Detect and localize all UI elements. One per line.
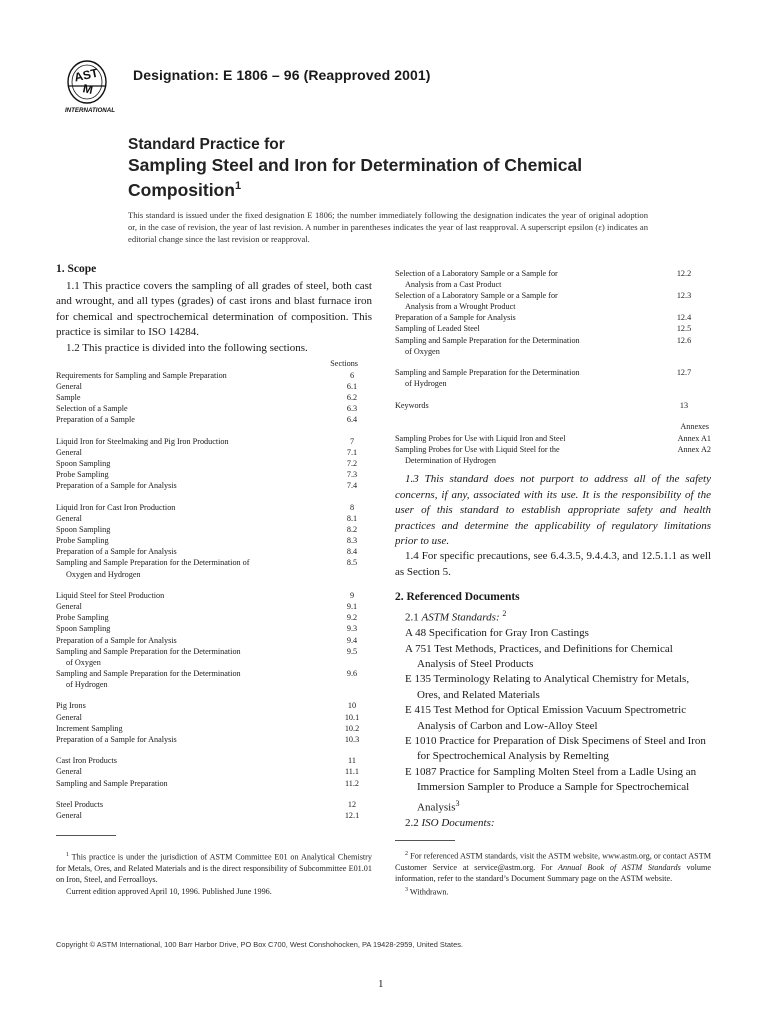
section-number: 8.3 [346,536,358,546]
sections-row [56,810,372,821]
annex-number: Annex A2 [677,444,711,454]
section-number [657,346,711,357]
iso-documents-heading [395,816,711,831]
document-title [128,135,628,201]
section-number: 7 [349,437,355,446]
issuance-note: This standard is issued under the fixed designation E 1806; the number immediately following the designation indicates the year of original adoption or, in the case of revision, the year of last revision. A number in parentheses indicates the year of last reapproval. A superscript epsilon (ε) indicates an editorial change since the last revision or reapproval. [128,210,648,244]
section-title: Analysis from a Wrought Product [405,302,516,312]
section-number: 9.3 [346,624,358,634]
annex-row [395,455,711,466]
title-footnote-mark: 1 [234,180,242,192]
annex-number [657,455,711,466]
svg-text:INTERNATIONAL: INTERNATIONAL [64,107,116,114]
section-title: Oxygen and Hydrogen [66,569,141,579]
sections-row [56,436,372,447]
footnote-2-text-c: volume information, refer to the standard’s Document Summary page on the ASTM website. [395,863,712,884]
title-line-2: Sampling Steel and Iron for Determination of Chemical [128,155,583,175]
section-number: 6.3 [346,404,358,414]
section-number: 9.2 [346,613,358,623]
footnotes-right [395,840,711,898]
section-title: Liquid Steel for Steel Production [56,591,165,601]
section-title: of Oxygen [66,657,101,667]
section-number: 11.1 [344,767,360,777]
footnote-3 [395,885,711,898]
sections-row [56,668,372,679]
reference-text: E 135 Terminology Relating to Analytical Chemistry for Metals, Ores, and Related Materials [405,673,690,701]
section-title: Sampling and Sample Preparation for the Determination of [56,558,250,568]
footnote-1-edition: Current edition approved April 10, 1996. Published June 1996. [66,886,272,896]
section-title: Preparation of a Sample for Analysis [56,635,177,645]
section-number: 12.6 [676,335,692,345]
sections-row [56,646,372,657]
section-title: Spoon Sampling [56,525,111,535]
section-number: 9.1 [346,602,358,612]
sections-row [56,403,372,414]
section-title: Pig Irons [56,701,86,711]
section-title: General [56,382,82,392]
sections-row [56,612,372,623]
reference-footnote-mark: 3 [455,798,460,808]
reference-text: A 751 Test Methods, Practices, and Definitions for Chemical Analysis of Steel Products [405,642,673,671]
reference-item [395,642,711,673]
section-number [657,301,711,312]
section-number: 10 [347,701,357,711]
section-title: Sampling and Sample Preparation for the Determination [56,646,241,656]
footnote-rule [395,840,455,841]
section-title: Sampling and Sample Preparation for the Determination [56,668,241,678]
section-number: 6.1 [346,382,358,392]
sections-group [56,502,372,580]
sections-group [56,370,372,425]
section-title: Liquid Iron for Steelmaking and Pig Iron Production [56,437,229,446]
section-title: General [56,514,82,524]
sections-row [56,723,372,734]
sections-row [56,458,372,469]
sections-row [395,290,711,301]
sections-row [56,778,372,789]
section-number: 9.4 [346,635,358,645]
section-title: Probe Sampling [56,536,109,546]
sections-row [56,700,372,711]
sections-group [395,400,711,411]
section-number: 12.2 [676,269,692,278]
paragraph-1-2: 1.2 This practice is divided into the following sections. [66,341,308,354]
astm-logo-graphic [55,56,125,116]
sections-row [56,766,372,777]
footnote-rule [56,835,116,836]
iso-documents-number: 2.2 [405,816,419,829]
section-title: Cast Iron Products [56,756,117,766]
sections-row [56,734,372,745]
section-number: 6 [349,371,355,381]
sections-row [395,279,711,290]
sections-row [56,679,372,690]
sections-table-continued [395,268,711,466]
section-number [332,679,372,690]
section-number: 8 [349,502,355,512]
sections-row [56,557,372,568]
paragraph-1-1: 1.1 This practice covers the sampling of all grades of steel, both cast and wrought, and all types (grades) of cast irons and blast furnace iron for chemical and spectrochemical determination of composition. This practice is similar to ISO 14284. [56,280,372,339]
section-title: Increment Sampling [56,723,123,733]
sections-row [395,323,711,334]
section-number: 8.1 [346,514,358,524]
section-title: Probe Sampling [56,470,109,480]
annex-title: Sampling Probes for Use with Liquid Iron and Steel [395,433,566,443]
sections-table-continued-body [395,268,711,411]
section-title: Spoon Sampling [56,624,111,634]
sections-row [56,469,372,480]
section-title: Preparation of a Sample for Analysis [56,547,177,557]
section-title: of Oxygen [405,346,440,356]
reference-text: E 1087 Practice for Sampling Molten Steel from a Ladle Using an Immersion Sampler to Produce a Sample for Spectrochemical Analysis [405,765,697,814]
section-number: 13 [679,400,689,410]
section-title: Steel Products [56,800,104,810]
section-number: 12.5 [676,324,692,334]
footnote-2-book-title: Annual Book of ASTM Standards [558,863,681,873]
sections-group [395,268,711,357]
section-number: 12.7 [676,368,692,378]
section-number: 12.3 [676,291,692,301]
sections-row [395,400,711,411]
reference-item [395,734,711,765]
sections-row [56,480,372,491]
sections-group [56,436,372,491]
section-title: Liquid Iron for Cast Iron Production [56,502,176,512]
section-title: Sampling and Sample Preparation for the Determination [395,368,580,378]
section-title: Sample [56,393,81,403]
sections-row [56,590,372,601]
section-title: Spoon Sampling [56,459,111,469]
annex-title: Determination of Hydrogen [405,455,496,465]
sections-row [56,755,372,766]
sections-row [395,346,711,357]
section-number: 7.2 [346,459,358,469]
section-title: General [56,767,82,777]
section-number: 8.2 [346,525,358,535]
sections-group [56,799,372,821]
title-line-3 [128,176,628,201]
sections-group [56,755,372,788]
annex-row [395,433,711,444]
reference-item [395,626,711,641]
section-title: Preparation of a Sample for Analysis [56,481,177,491]
footnote-1-text: This practice is under the jurisdiction of ASTM Committee E01 on Analytical Chemistry for Metals, Ores, and Related Materials and is the direct responsibility of Subcommittee E01.01 on Iron, Steel, and Ferroalloys. [56,852,372,885]
astm-standards-list [395,626,711,816]
section-title: Sampling of Leaded Steel [395,324,480,334]
footnote-3-mark: 3 [405,886,408,893]
section-title: Keywords [395,400,429,410]
section-number: 10.3 [344,734,360,744]
sections-row [56,546,372,557]
section-title: Preparation of a Sample for Analysis [56,734,177,744]
section-title: Sampling and Sample Preparation for the Determination [395,335,580,345]
annex-number: Annex A1 [677,433,711,443]
section-number: 8.4 [346,547,358,557]
section-number: 12.4 [676,313,692,323]
footnote-2-text-a: For referenced ASTM standards, visit the ASTM website, www.astm.org, or contact ASTM Customer Service at service@astm.org. For [395,851,711,873]
footnote-2-mark: 2 [405,851,408,857]
reference-item [395,672,711,703]
title-line-1: Standard Practice for [128,136,285,153]
footnote-3-text: Withdrawn. [409,887,449,897]
title-line-3-text: Composition [128,179,235,200]
paragraph-1-3: 1.3 This standard does not purport to address all of the safety concerns, if any, associated with its use. It is the responsibility of the user of this standard to establish appropriate safety and health practices and determine the applicability of regulatory limitations prior to use. [395,473,711,547]
sections-row [395,378,711,389]
astm-standards-heading [395,606,711,626]
section-title: of Hydrogen [405,379,447,389]
svg-text:AST: AST [72,65,100,85]
footnote-2 [395,849,711,885]
section-number [332,657,372,668]
footnotes-left [56,835,372,897]
section-number: 7.3 [346,470,358,480]
sections-row [395,312,711,323]
sections-row [56,569,372,580]
section-number: 7.4 [346,481,358,491]
section-title: Requirements for Sampling and Sample Preparation [56,371,227,381]
paragraph-1-4: 1.4 For specific precautions, see 6.4.3.5, 9.4.4.3, and 12.5.1.1 as well as Section 5. [395,550,711,578]
section-number [332,569,372,580]
sections-row [56,414,372,425]
sections-row [56,502,372,513]
reference-text: E 1010 Practice for Preparation of Disk Specimens of Steel and Iron for Spectrochemical Analysis by Remelting [405,735,706,763]
reference-text: A 48 Specification for Gray Iron Castings [405,627,589,640]
section-title: Sampling and Sample Preparation [56,778,168,788]
sections-row [56,524,372,535]
sections-row [395,268,711,279]
sections-row [56,799,372,810]
section-title: General [56,712,82,722]
section-number: 12.1 [344,811,360,821]
section-title: of Hydrogen [66,679,108,689]
sections-row [56,370,372,381]
sections-row [56,381,372,392]
annex-title: Sampling Probes for Use with Liquid Steel for the [395,444,560,454]
section-number: 9.5 [346,646,358,656]
reference-item [395,703,711,734]
sections-row [56,447,372,458]
section-title: General [56,602,82,612]
section-number: 8.5 [346,558,358,568]
svg-text:M: M [81,81,95,97]
right-column [395,265,711,831]
section-number: 6.2 [346,393,358,403]
section-number: 9 [349,591,355,601]
section-title: Selection of a Laboratory Sample or a Sample for [395,269,558,278]
section-title: General [56,811,82,821]
sections-table [56,359,372,821]
page-number: 1 [378,978,384,990]
sections-row [395,367,711,378]
sections-row [56,392,372,403]
section-number: 7.1 [346,448,358,458]
annexes-list [395,433,711,466]
sections-row [56,657,372,668]
sections-row [395,335,711,346]
astm-logo [55,56,125,116]
left-column [56,263,372,832]
sections-row [56,601,372,612]
sections-row [56,623,372,634]
section-title: Selection of a Laboratory Sample or a Sample for [395,291,558,301]
section-title: Selection of a Sample [56,404,128,414]
iso-documents-label: ISO Documents: [421,816,495,829]
section-number: 6.4 [346,415,358,425]
sections-table-body [56,370,372,821]
section-number: 10.1 [344,712,360,722]
designation: Designation: E 1806 – 96 (Reapproved 2001) [133,67,431,83]
section-number: 11.2 [344,778,360,788]
annex-row [395,444,711,455]
section-title: Preparation of a Sample [56,415,135,425]
astm-standards-number: 2.1 [405,611,419,624]
sections-group [56,700,372,744]
footnote-1 [56,850,372,886]
referenced-documents-heading: 2. Referenced Documents [395,591,520,604]
annexes-header: Annexes [680,421,709,431]
section-title: Probe Sampling [56,613,109,623]
astm-standards-footnote-mark: 2 [502,609,507,619]
section-number: 10.2 [344,723,360,733]
astm-standards-label: ASTM Standards: [421,611,500,624]
scope-heading: 1. Scope [56,263,97,275]
section-title: Analysis from a Cast Product [405,280,502,290]
section-number [657,279,711,290]
sections-row [56,535,372,546]
sections-header: Sections [330,359,358,369]
section-number: 12 [347,800,357,810]
footnote-1-mark: 1 [66,852,69,858]
sections-group [56,590,372,690]
reference-item [395,765,711,816]
sections-group [395,367,711,389]
section-number: 11 [348,756,356,766]
section-title: General [56,448,82,458]
sections-row [56,635,372,646]
section-number: 9.6 [346,668,358,678]
section-number [657,378,711,389]
section-title: Preparation of a Sample for Analysis [395,313,516,323]
sections-row [56,513,372,524]
reference-text: E 415 Test Method for Optical Emission Vacuum Spectrometric Analysis of Carbon and Low-Alloy Steel [405,704,687,732]
sections-row [395,301,711,312]
copyright-notice: Copyright © ASTM International, 100 Barr Harbor Drive, PO Box C700, West Conshohocken, PA 19428-2959, United States. [56,940,463,949]
sections-row [56,712,372,723]
